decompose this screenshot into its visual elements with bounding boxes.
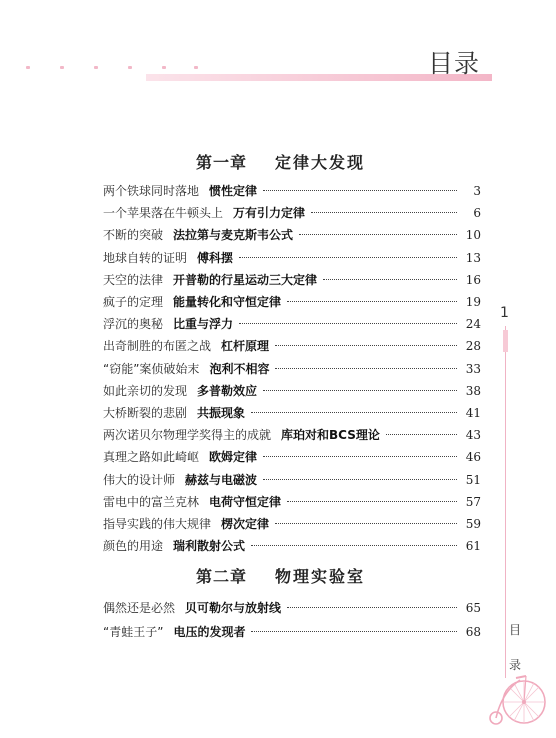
entry-page-number: 65 [465, 601, 481, 615]
entry-topic: 两个铁球同时落地 [103, 184, 200, 198]
dot-leader [251, 631, 457, 632]
dot-leader [251, 412, 457, 413]
page-number: 1 [500, 305, 509, 321]
chapter-name: 物理实验室 [275, 567, 366, 586]
entry-law: 泡利不相容 [209, 361, 270, 376]
chapter-heading [196, 150, 365, 173]
side-label-char-2: 录 [509, 658, 522, 672]
entry-topic: 浮沉的奥秘 [103, 317, 164, 332]
header-dots [26, 66, 206, 72]
toc-entry[interactable] [103, 515, 481, 533]
dot-leader [263, 479, 457, 480]
entry-law: 多普勒效应 [197, 383, 258, 398]
entry-topic: “青蛙王子” [103, 625, 164, 639]
entry-page-number: 61 [465, 539, 481, 554]
entry-law: 赫兹与电磁波 [185, 472, 258, 487]
penny-farthing-bicycle-icon [486, 668, 552, 726]
entry-law: 万有引力定律 [233, 206, 306, 221]
entry-law: 傅科摆 [197, 250, 234, 265]
entry-topic: 大桥断裂的悲剧 [103, 406, 188, 420]
toc-entry[interactable] [103, 537, 481, 555]
dot-leader [263, 390, 457, 391]
chapter-number: 第二章 [196, 567, 248, 586]
toc-entry[interactable] [103, 337, 481, 355]
entry-topic: 指导实践的伟大规律 [103, 517, 212, 531]
entry-topic: 疯子的定理 [103, 295, 164, 309]
dot-leader [287, 607, 457, 608]
entry-law: 电荷守恒定律 [209, 494, 282, 509]
dot-leader [386, 434, 457, 435]
toc-entry[interactable] [103, 404, 481, 422]
entry-law: 共振现象 [197, 406, 246, 420]
dot-leader [287, 501, 457, 502]
dot-leader [323, 279, 457, 280]
dot-leader [263, 456, 457, 457]
entry-page-number: 43 [465, 428, 481, 443]
entry-law: 瑞利散射公式 [173, 539, 246, 554]
entry-law: 惯性定律 [209, 184, 258, 198]
entry-page-number: 6 [473, 206, 481, 221]
dot-leader [275, 523, 457, 524]
side-rule [505, 326, 506, 678]
entry-law: 能量转化和守恒定律 [173, 295, 282, 309]
entry-topic: 偶然还是必然 [103, 601, 176, 615]
toc-entry[interactable] [103, 360, 481, 378]
toc-entry[interactable] [103, 448, 481, 466]
entry-page-number: 46 [465, 450, 481, 465]
entry-page-number: 28 [465, 339, 481, 354]
entry-topic: 真理之路如此崎岖 [103, 450, 200, 465]
entry-topic: 颜色的用途 [103, 539, 164, 554]
entry-law: 欧姆定律 [209, 450, 258, 465]
entry-page-number: 19 [465, 295, 481, 309]
entry-law: 法拉第与麦克斯韦公式 [173, 228, 294, 243]
entry-law: 比重与浮力 [173, 317, 234, 332]
entry-law: 电压的发现者 [173, 625, 246, 639]
toc-entry[interactable] [103, 271, 481, 289]
toc-entry[interactable] [103, 382, 481, 400]
toc-entry[interactable] [103, 182, 481, 200]
entry-topic: 两次诺贝尔物理学奖得主的成就 [103, 428, 272, 443]
entry-topic: 地球自转的证明 [103, 250, 188, 265]
toc-entry[interactable] [103, 204, 481, 222]
entry-page-number: 68 [465, 625, 481, 639]
entry-topic: 雷电中的富兰克林 [103, 494, 200, 509]
entry-topic: 出奇制胜的布匿之战 [103, 339, 212, 354]
dot-leader [275, 368, 457, 369]
entry-topic: 天空的法律 [103, 272, 164, 287]
entry-law: 楞次定律 [221, 517, 270, 531]
side-rule-highlight [503, 330, 508, 352]
toc-entry[interactable] [103, 426, 481, 444]
toc-entry[interactable] [103, 493, 481, 511]
chapter-name: 定律大发现 [275, 153, 366, 172]
entry-page-number: 3 [473, 184, 481, 198]
page-title: 目录 [427, 49, 480, 78]
toc-entry[interactable] [103, 293, 481, 311]
toc-entry[interactable] [103, 249, 481, 267]
dot-leader [311, 212, 457, 213]
entry-page-number: 59 [465, 517, 481, 531]
entry-page-number: 16 [465, 272, 481, 287]
entry-topic: 如此亲切的发现 [103, 383, 188, 398]
entry-page-number: 24 [465, 317, 481, 332]
entry-page-number: 13 [465, 250, 481, 265]
entry-topic: 伟大的设计师 [103, 472, 176, 487]
dot-leader [275, 345, 457, 346]
entry-law: 贝可勒尔与放射线 [185, 601, 282, 615]
entry-law: 库珀对和BCS理论 [281, 428, 380, 443]
entry-page-number: 41 [465, 406, 481, 420]
chapter-heading [196, 564, 365, 587]
entry-page-number: 51 [465, 472, 481, 487]
dot-leader [239, 323, 457, 324]
dot-leader [239, 257, 457, 258]
entry-page-number: 57 [465, 494, 481, 509]
chapter-number: 第一章 [196, 153, 248, 172]
toc-entry[interactable] [103, 226, 481, 244]
entry-law: 杠杆原理 [221, 339, 270, 354]
entry-topic: 不断的突破 [103, 228, 164, 243]
toc-entry[interactable] [103, 599, 481, 617]
side-label-char-1: 目 [509, 623, 522, 637]
entry-page-number: 38 [465, 383, 481, 398]
toc-entry[interactable] [103, 315, 481, 333]
toc-entry[interactable] [103, 471, 481, 489]
dot-leader [263, 190, 457, 191]
entry-page-number: 10 [465, 228, 481, 243]
entry-law: 开普勒的行星运动三大定律 [173, 272, 318, 287]
entry-topic: 一个苹果落在牛顿头上 [103, 206, 224, 221]
entry-page-number: 33 [465, 361, 481, 376]
dot-leader [287, 301, 457, 302]
toc-entry[interactable] [103, 623, 481, 641]
dot-leader [251, 545, 457, 546]
dot-leader [299, 234, 457, 235]
entry-topic: “窃能”案侦破始末 [103, 361, 200, 376]
